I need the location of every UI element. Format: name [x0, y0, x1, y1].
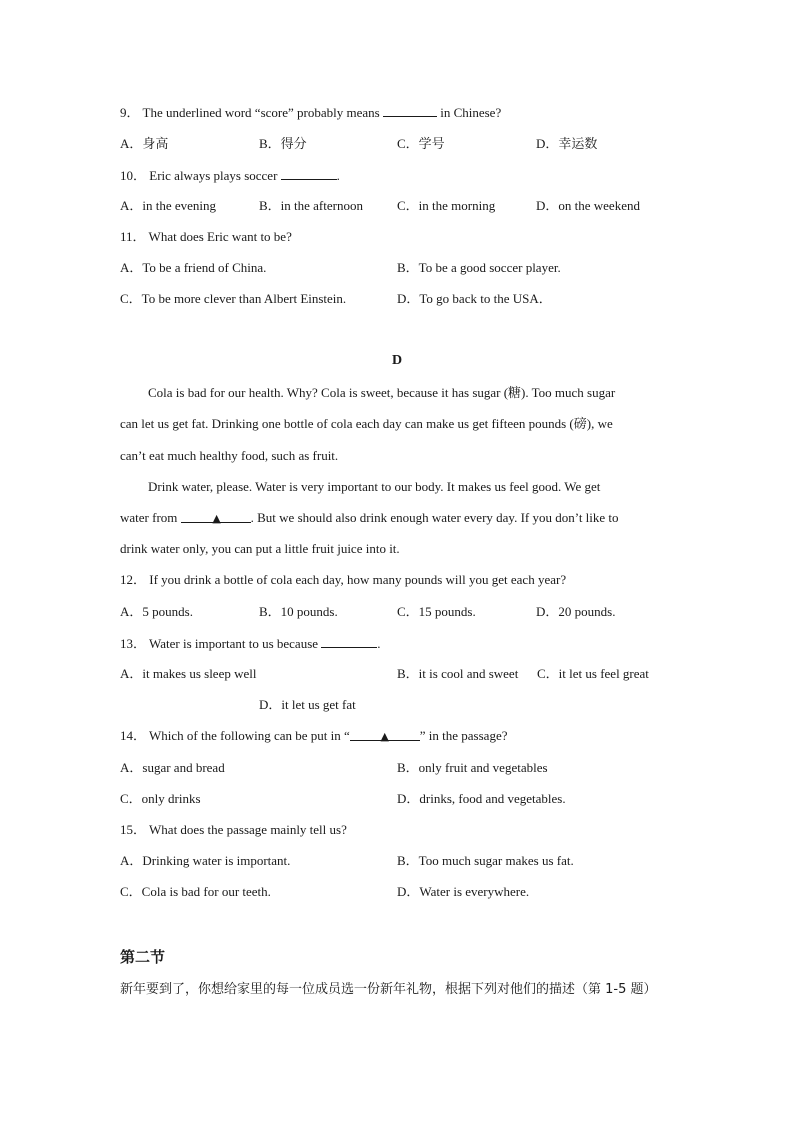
option-c[interactable]: C．it let us feel great	[537, 666, 649, 681]
option-c[interactable]: C．only drinks	[120, 791, 201, 806]
question-number: 10．	[120, 168, 147, 183]
section-title: 第二节	[120, 948, 166, 966]
passage-line: can let us get fat. Drinking one bottle of cola each day can make us get fifteen pounds (磅), we	[120, 416, 613, 431]
option-a[interactable]: A．sugar and bread	[120, 760, 225, 775]
option-b[interactable]: B．得分	[259, 136, 307, 152]
triangle-marker-icon: ▲	[380, 730, 389, 743]
question-11	[120, 229, 292, 245]
question-text: Water is important to us because	[149, 636, 319, 651]
option-a[interactable]: A．in the evening	[120, 198, 217, 213]
option-d[interactable]: D．drinks, food and vegetables.	[397, 791, 566, 806]
question-text: The underlined word “score” probably means	[142, 105, 380, 120]
question-text: If you drink a bottle of cola each day, how many pounds will you get each year?	[149, 572, 567, 587]
question-number: 15．	[120, 822, 147, 837]
answer-blank	[383, 104, 437, 117]
answer-blank	[281, 167, 337, 180]
question-14: 14． Which of the following can be put in “ ▲ ” in the passage?	[120, 728, 508, 743]
option-b[interactable]: B．it is cool and sweet	[397, 666, 519, 681]
passage-heading: D	[391, 353, 403, 368]
option-c[interactable]: C．学号	[397, 136, 445, 152]
option-a[interactable]: A．To be a friend of China.	[120, 260, 267, 275]
option-b[interactable]: B．in the afternoon	[259, 198, 363, 213]
passage-line: can’t eat much healthy food, such as fruit.	[120, 448, 339, 463]
question-text: What does Eric want to be?	[148, 229, 292, 244]
option-b[interactable]: B．Too much sugar makes us fat.	[397, 853, 574, 868]
passage-line: drink water only, you can put a little fruit juice into it.	[120, 541, 400, 556]
question-number: 14．	[120, 728, 147, 743]
question-text: What does the passage mainly tell us?	[149, 822, 347, 837]
answer-blank	[321, 635, 377, 648]
option-b[interactable]: B．only fruit and vegetables	[397, 760, 548, 775]
option-c[interactable]: C．15 pounds.	[397, 604, 476, 619]
option-c[interactable]: C．To be more clever than Albert Einstein.	[120, 291, 347, 306]
question-number: 13．	[120, 636, 147, 651]
triangle-marker-icon: ▲	[212, 512, 221, 525]
option-a[interactable]: A．Drinking water is important.	[120, 853, 291, 868]
option-d[interactable]: D．20 pounds.	[536, 604, 616, 619]
option-a[interactable]: A．5 pounds.	[120, 604, 193, 619]
question-13: 13． Water is important to us because .	[120, 636, 381, 651]
option-c[interactable]: C．in the morning	[397, 198, 496, 213]
question-text: Eric always plays soccer	[149, 168, 278, 183]
question-10: 10． Eric always plays soccer .	[120, 168, 340, 183]
passage-line: water from ▲ . But we should also drink enough water every day. If you don’t like to	[120, 510, 619, 525]
option-a[interactable]: A．身高	[120, 136, 169, 152]
question-text: in Chinese?	[440, 105, 502, 120]
question-number: 12．	[120, 572, 147, 587]
option-d[interactable]: D．Water is everywhere.	[397, 884, 530, 899]
question-number: 11．	[120, 229, 146, 244]
question-12	[120, 572, 566, 588]
question-text: Which of the following can be put in “	[149, 728, 350, 743]
option-b[interactable]: B．To be a good soccer player.	[397, 260, 561, 275]
question-15	[120, 822, 347, 838]
option-d[interactable]: D．幸运数	[536, 136, 598, 152]
option-a[interactable]: A．it makes us sleep well	[120, 666, 257, 681]
option-d[interactable]: D．To go back to the USA．	[397, 291, 552, 306]
option-c[interactable]: C．Cola is bad for our teeth.	[120, 884, 271, 899]
option-b[interactable]: B．10 pounds.	[259, 604, 338, 619]
passage-line: Cola is bad for our health. Why? Cola is sweet, because it has sugar (糖). Too much sugar	[148, 385, 616, 400]
quoted-blank	[350, 728, 420, 741]
passage-blank	[181, 510, 251, 523]
option-d[interactable]: D．it let us get fat	[259, 697, 356, 712]
question-9	[120, 104, 501, 121]
passage-line: Drink water, please. Water is very important to our body. It makes us feel good. We get	[148, 479, 601, 494]
option-d[interactable]: D．on the weekend	[536, 198, 640, 213]
question-number: 9．	[120, 105, 140, 120]
section-instruction: 新年要到了，你想给家里的每一位成员选一份新年礼物，根据下列对他们的描述（第 1-5 题）	[120, 982, 657, 997]
